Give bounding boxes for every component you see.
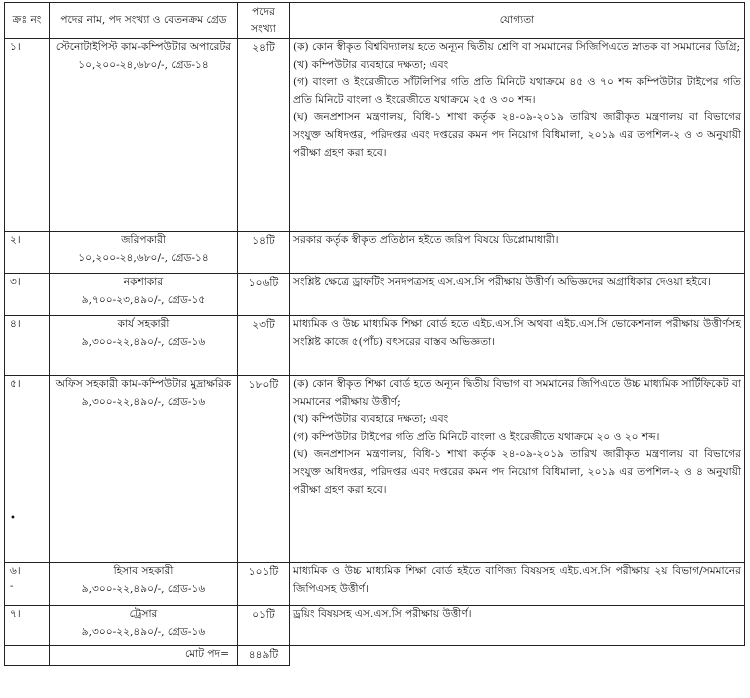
row-qualification [290,563,745,606]
row-post [50,606,238,646]
header-qualification: যোগ্যতা [290,3,745,39]
table-row [5,232,745,274]
row-qualification [290,316,745,376]
margin-dash-mark: - [10,580,14,592]
row-count: ০১টি [238,606,290,646]
header-post-count: পদের সংখ্যা [238,3,290,39]
pay-scale: ৯,৩০০-২২,৪৯০/-, গ্রেড-১৬ [81,625,206,638]
header-post-name: পদের নাম, পদ সংখ্যা ও বেতনক্রম গ্রেড [50,3,238,39]
margin-dot-mark: • [10,512,16,524]
row-serial: ৭। [5,606,50,646]
row-qualification [290,39,745,232]
table-row [5,274,745,316]
recruitment-table-document [4,2,744,666]
pay-scale: ৯,৭০০-২৩,৪৯০/-, গ্রেড-১৫ [81,293,206,306]
post-name: অফিস সহকারী কাম-কম্পিউটার মুদ্রাক্ষরিক [55,378,232,390]
post-name: ট্রেসার [129,608,158,620]
qualification-item: মাধ্যমিক ও উচ্চ মাধ্যমিক শিক্ষা বোর্ড হতে এইচ.এস.সি অথবা এইচ.এস.সি ভোকেশনাল পরীক্ষায় উত্তীর্ণসহ সংশ্লিষ্ট কাজে ৫(পাঁচ) বৎসরের বাস্তব অভিজ্ঞতা। [293,318,741,348]
row-qualification [290,274,745,316]
row-serial: ২। [5,232,50,274]
total-value: ৪৪৯টি [238,646,290,666]
table-row [5,39,745,232]
row-serial-text: ৫। [10,378,21,390]
table-row [5,606,745,646]
pay-scale: ৯,৩০০-২২,৪৯০/-, গ্রেড-১৬ [81,335,206,348]
table-header-row [5,3,745,39]
post-name: জরিপকারী [121,234,166,246]
table-row [5,316,745,376]
total-empty-cell [290,646,745,666]
table-row [5,563,745,606]
posts-table [4,2,745,666]
row-serial: ১। [5,39,50,232]
qualification-item: সংশ্লিষ্ট ক্ষেত্রে ড্রাফটিং সনদপত্রসহ এস.এস.সি পরীক্ষায় উত্তীর্ণ। অভিজ্ঞদের অগ্রাধিকার দেওয়া হইবে। [293,276,712,288]
pay-scale: ৯,৩০০-২২,৪৯০/-, গ্রেড-১৬ [81,582,206,595]
post-name: স্টেনোটাইপিস্ট কাম-কম্পিউটার অপারেটর [55,41,232,53]
qualification-item: (ক) কোন স্বীকৃত শিক্ষা বোর্ড হতে অন্যূন দ্বিতীয় বিভাগ বা সমমানের জিপিএতে উচ্চ মাধ্যমিক সার্টিফিকেট বা সমমানের পরীক্ষায় উত্তীর্ণ; [293,378,741,408]
row-post [50,376,238,563]
qualification-item: সরকার কর্তৃক স্বীকৃত প্রতিষ্ঠান হইতে জরিপ বিষয়ে ডিপ্লোমাধারী। [293,234,559,246]
qualification-item: (ক) কোন স্বীকৃত বিশ্ববিদ্যালয় হতে অন্যূন দ্বিতীয় শ্রেণি বা সমমানের সিজিপিএতে স্নাতক বা সমমানের ডিগ্রি; [293,41,741,53]
row-serial [5,563,50,606]
pay-scale: ৯,৩০০-২২,৪৯০/-, গ্রেড-১৬ [81,395,206,408]
row-count: ১০৬টি [238,274,290,316]
row-post [50,563,238,606]
row-post [50,39,238,232]
table-row [5,376,745,563]
row-qualification [290,606,745,646]
row-count: ১৮০টি [238,376,290,563]
row-count: ২৪টি [238,39,290,232]
pay-scale: ১০,২০০-২৪,৬৮০/-, গ্রেড-১৪ [78,251,209,264]
row-count: ২৩টি [238,316,290,376]
row-qualification [290,376,745,563]
total-row [5,646,745,666]
row-serial: ৪। [5,316,50,376]
qualification-item: ড্রয়িং বিষয়সহ এস.এস.সি পরীক্ষায় উত্তীর্ণ। [293,608,472,620]
total-label: মোট পদ= [50,646,238,666]
row-post [50,316,238,376]
row-serial: ৩। [5,274,50,316]
qualification-item: (গ) বাংলা ও ইংরেজীতে সাঁটলিপির গতি প্রতি মিনিটে যথাক্রমে ৪৫ ও ৭০ শব্দ কম্পিউটার টাইপের গতি প্রতি মিনিটে বাংলা ও ইংরেজীতে যথাক্রমে ২৫ ও ৩০ শব্দ। [293,76,741,106]
qualification-item: মাধ্যমিক ও উচ্চ মাধ্যমিক শিক্ষা বোর্ড হইতে বাণিজ্য বিষয়সহ এইচ.এস.সি পরীক্ষায় ২য় বিভাগ/সমমানের জিপিএসহ উত্তীর্ণ। [293,565,741,595]
row-post [50,274,238,316]
pay-scale: ১০,২০০-২৪,৬৮০/-, গ্রেড-১৪ [78,58,209,71]
post-name: হিসাব সহকারী [113,565,174,577]
total-empty-cell [5,646,50,666]
qualification-item: (গ) কম্পিউটার টাইপের গতি প্রতি মিনিটে বাংলা ও ইংরেজীতে যথাক্রমে ২০ ও ২০ শব্দ। [293,430,660,443]
post-name: কার্য সহকারী [117,318,170,330]
row-post [50,232,238,274]
row-count: ১৪টি [238,232,290,274]
row-qualification [290,232,745,274]
qualification-item: (খ) কম্পিউটার ব্যবহারে দক্ষতা; এবং [293,413,449,426]
qualification-item: (ঘ) জনপ্রশাসন মন্ত্রণালয়, বিধি-১ শাখা কর্তৃক ২৪-০৯-২০১৯ তারিখ জারীকৃত মন্ত্রণালয় বা বিভাগের সংযুক্ত অধিদপ্তর, পরিদপ্তর এবং দপ্তরের কমন পদ নিয়োগ বিধিমালা, ২০১৯ এর তপশিল-২ ও ৪ অনুযায়ী পরীক্ষা গ্রহণ করা হবে। [293,448,741,496]
row-serial-text: ৬। [10,565,21,577]
header-serial: ক্রঃ নং [5,3,50,39]
qualification-item: (ঘ) জনপ্রশাসন মন্ত্রণালয়, বিধি-১ শাখা কর্তৃক ২৪-০৯-২০১৯ তারিখ জারীকৃত মন্ত্রণালয় বা বিভাগের সংযুক্ত অধিদপ্তর, পরিদপ্তর এবং দপ্তরের কমন পদ নিয়োগ বিধিমালা, ২০১৯ এর তপশিল-২ ও ৩ অনুযায়ী পরীক্ষা গ্রহণ করা হবে। [293,111,741,159]
qualification-item: (খ) কম্পিউটার ব্যবহারে দক্ষতা; এবং [293,58,449,71]
row-serial [5,376,50,563]
post-name: নকশাকার [123,276,164,288]
row-count: ১০১টি [238,563,290,606]
